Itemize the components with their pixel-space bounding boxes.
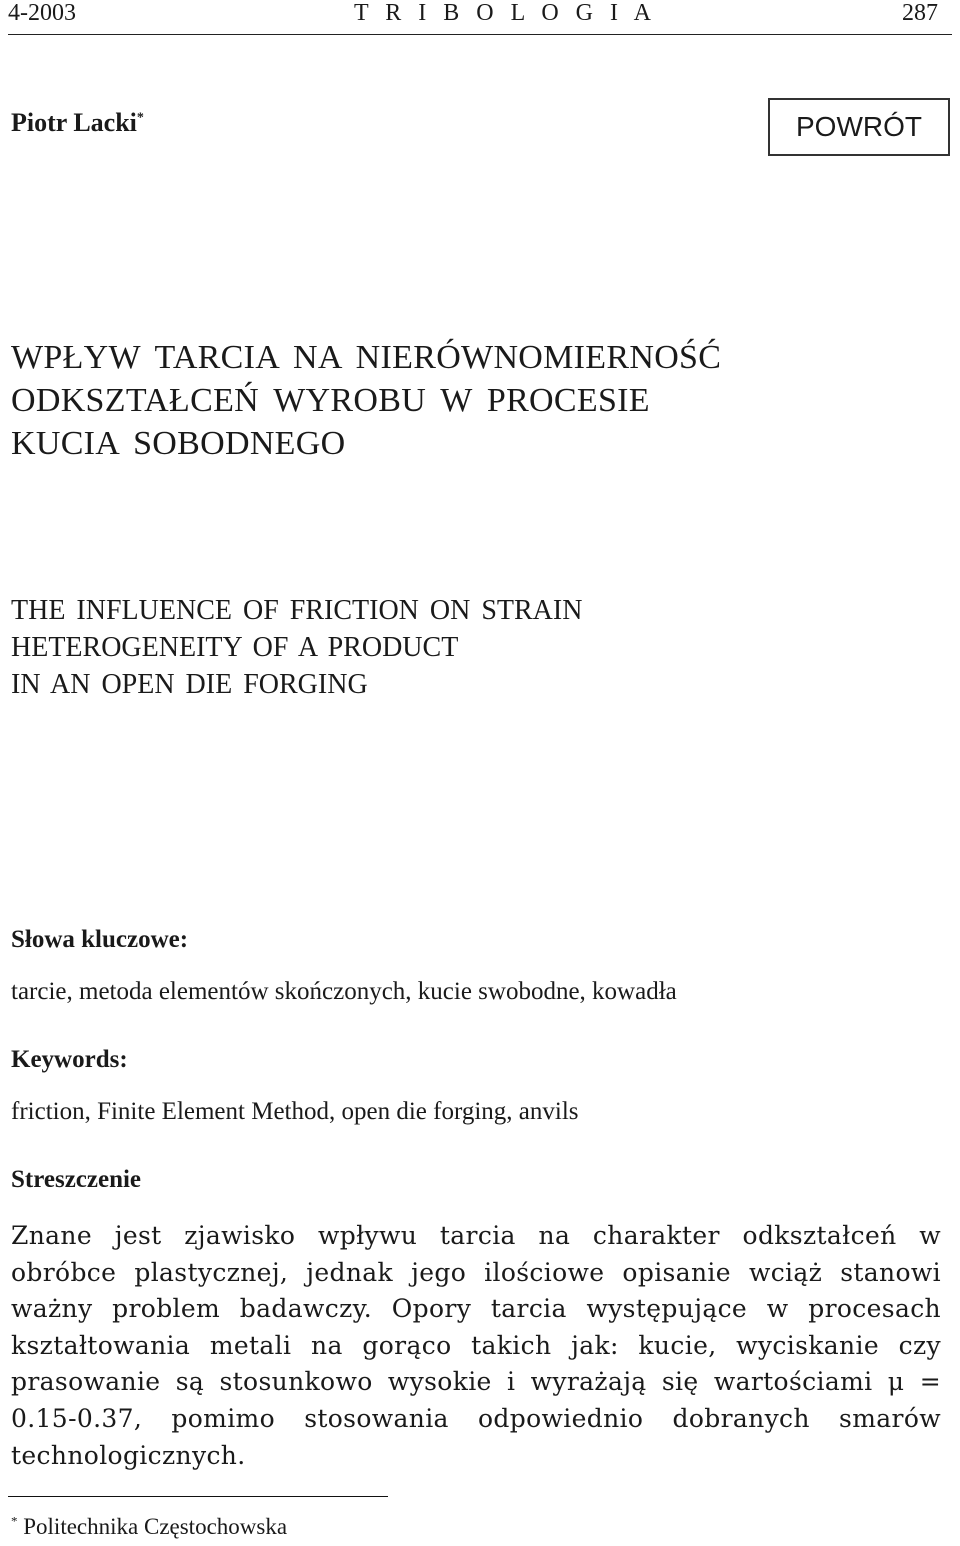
footnote-mark: * [11,1513,18,1529]
abstract-text: Znane jest zjawisko wpływu tarcia na charakter odkształceń w obróbce plastycznej, jednak jego ilościowe opisanie wciąż stanowi ważny problem badawczy. Opory tarcia występujące w procesach kształtowania metali na gorąco takich jak: kucie, wyciskanie czy prasowanie są stosunkowo wysokie i wyrażają się wartościami μ = 0.15-0.37, pomimo stosowania odpowiednio dobranych smarów technologicznych. [11,1221,941,1470]
title-english-line: THE INFLUENCE OF FRICTION ON STRAIN [11,595,583,626]
author-name [11,108,144,138]
journal-name: T R I B O L O G I A [354,0,657,26]
title-english-line: HETEROGENEITY OF A PRODUCT [11,632,459,663]
keywords-pl-text: tarcie, metoda elementów skończonych, kucie swobodne, kowadła [11,978,677,1005]
author-footnote-mark: * [136,110,144,126]
keywords-en-heading: Keywords: [11,1046,128,1073]
title-polish-line: KUCIA SOBODNEGO [11,425,346,462]
title-english [11,592,582,703]
title-polish-line: ODKSZTAŁCEŃ WYROBU W PROCESIE [11,382,650,419]
back-button[interactable]: POWRÓT [768,98,950,156]
author-name-text: Piotr Lacki [11,108,137,137]
abstract-heading: Streszczenie [11,1166,142,1193]
title-polish-line: WPŁYW TARCIA NA NIERÓWNOMIERNOŚĆ [11,339,722,376]
title-polish [11,336,721,465]
title-english-line: IN AN OPEN DIE FORGING [11,669,368,700]
running-header [8,0,952,35]
footnote-affiliation: Politechnika Częstochowska [23,1514,288,1539]
page-number: 287 [902,0,938,26]
keywords-pl-heading: Słowa kluczowe: [11,926,189,953]
keywords-en-text: friction, Finite Element Method, open die forging, anvils [11,1098,579,1125]
footnote-divider [8,1496,388,1497]
footnote [11,1514,287,1540]
issue-number: 4-2003 [8,0,76,26]
